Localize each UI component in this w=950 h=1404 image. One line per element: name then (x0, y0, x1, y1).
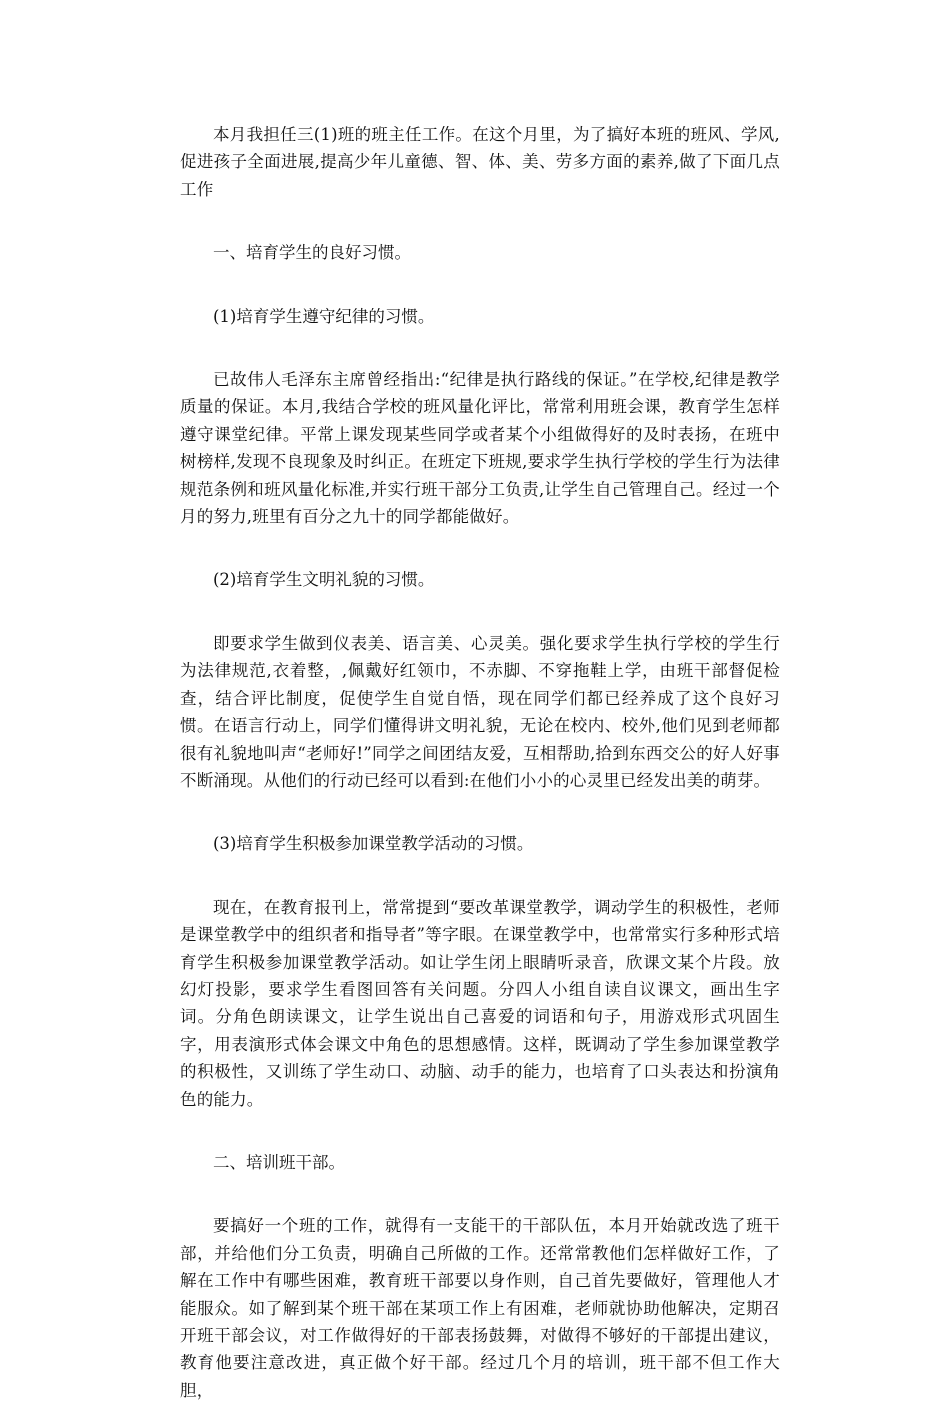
section-heading-cadres: 二、培训班干部。 (213, 1152, 345, 1172)
document-body (180, 121, 780, 1404)
subheading-participation: (3)培育学生积极参加课堂教学活动的习惯。 (213, 834, 534, 854)
cadres-paragraph: 要搞好一个班的工作，就得有一支能干的干部队伍，本月开始就改选了班干部，并给他们分工负责，明确自己所做的工作。还常常教他们怎样做好工作，了解在工作中有哪些困难，教育班干部要以身作则，自己首先要做好，管理他人才能服众。如了解到某个班干部在某项工作上有困难，老师就协助他解决，定期召开班干部会议，对工作做得好的干部表扬鼓舞，对做得不够好的干部提出建议，教育他要注意改进，真正做个好干部。经过几个月的培训，班干部不但工作大胆， (180, 1216, 780, 1400)
discipline-paragraph: 已故伟人毛泽东主席曾经指出:“纪律是执行路线的保证。”在学校,纪律是教学质量的保证。本月,我结合学校的班风量化评比，常常利用班会课，教育学生怎样遵守课堂纪律。平常上课发现某些同学或者某个小组做得好的及时表扬，在班中树榜样,发现不良现象及时纠正。在班定下班规,要求学生执行学校的学生行为法律规范条例和班风量化标准,并实行班干部分工负责,让学生自己管理自己。经过一个月的努力,班里有百分之九十的同学都能做好。 (180, 370, 780, 527)
subheading-discipline: (1)培育学生遵守纪律的习惯。 (213, 306, 435, 326)
subheading-courtesy: (2)培育学生文明礼貌的习惯。 (213, 570, 435, 590)
courtesy-paragraph: 即要求学生做到仪表美、语言美、心灵美。强化要求学生执行学校的学生行为法律规范,衣着整，,佩戴好红领巾，不赤脚、不穿拖鞋上学，由班干部督促检查，结合评比制度，促使学生自觉自悟，现在同学们都已经养成了这个良好习惯。在语言行动上，同学们懂得讲文明礼貌，无论在校内、校外,他们见到老师都很有礼貌地叫声“老师好!”同学之间团结友爱，互相帮助,拾到东西交公的好人好事不断涌现。从他们的行动已经可以看到:在他们小小的心灵里已经发出美的萌芽。 (180, 633, 780, 790)
section-heading-habits: 一、培育学生的良好习惯。 (213, 243, 411, 263)
intro-paragraph: 本月我担任三(1)班的班主任工作。在这个月里，为了搞好本班的班风、学风,促进孩子全面进展,提高少年儿童德、智、体、美、劳多方面的素养,做了下面几点工作 (180, 125, 780, 199)
participation-paragraph: 现在，在教育报刊上，常常提到“要改革课堂教学，调动学生的积极性，老师是课堂教学中的组织者和指导者”等字眼。在课堂教学中，也常常实行多种形式培育学生积极参加课堂教学活动。如让学生闭上眼睛听录音，欣课文某个片段。放幻灯投影，要求学生看图回答有关问题。分四人小组自读自议课文，画出生字词。分角色朗读课文，让学生说出自己喜爱的词语和句子，用游戏形式巩固生字，用表演形式体会课文中角色的思想感情。这样，既调动了学生参加课堂教学的积极性，又训练了学生动口、动脑、动手的能力，也培育了口头表达和扮演角色的能力。 (180, 897, 780, 1109)
